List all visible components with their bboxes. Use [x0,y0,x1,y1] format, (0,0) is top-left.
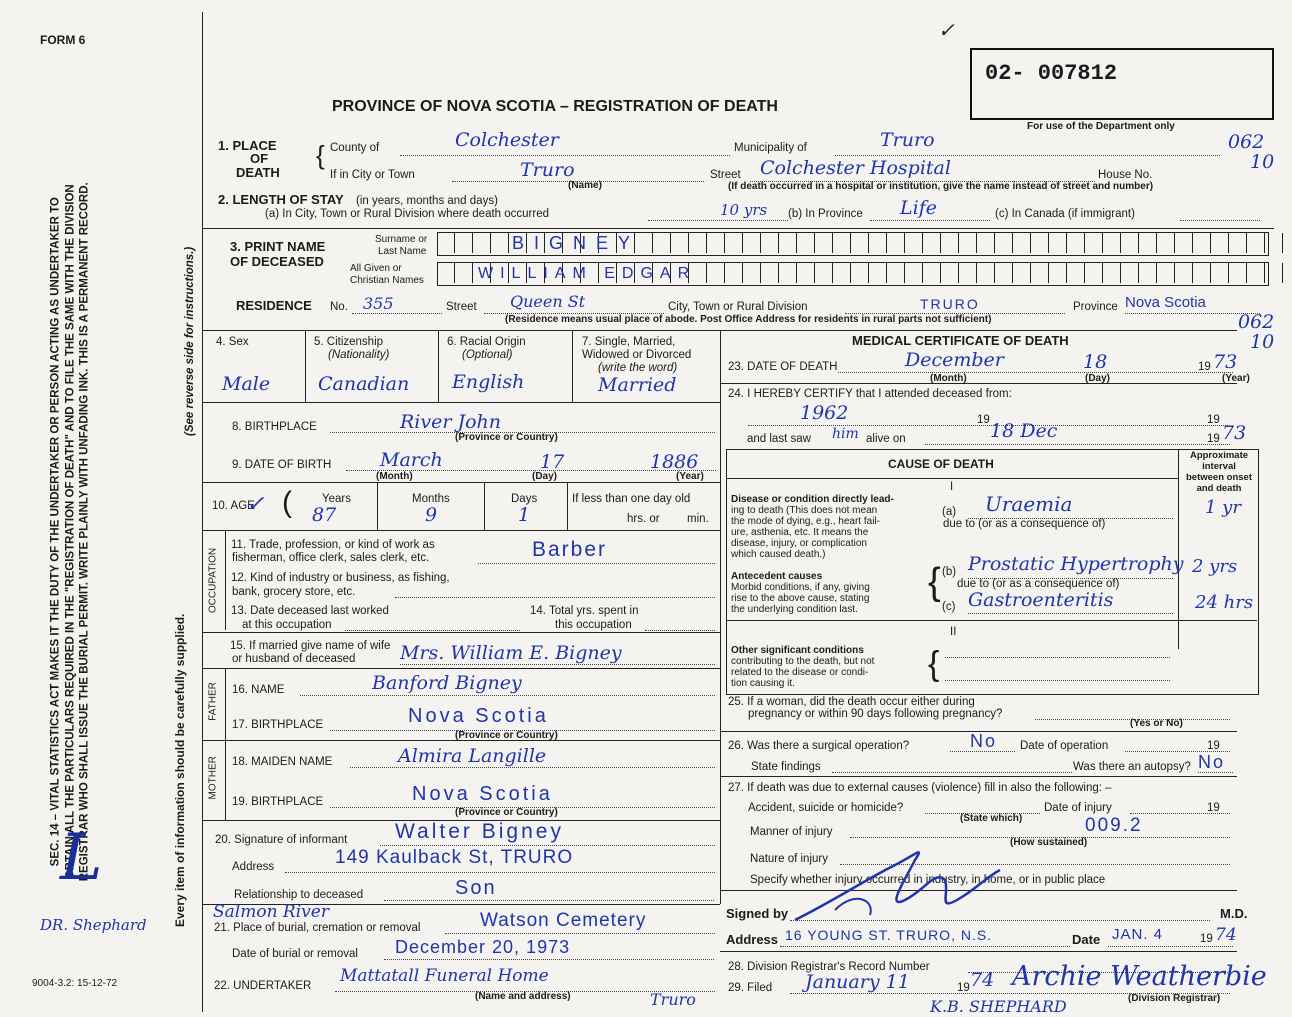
informant-addr: 149 Kaulback St, TRURO [335,847,574,868]
check-mark: ✓ [938,18,955,42]
md-date: JAN. 4 [1112,926,1164,943]
cit-label: 5. Citizenship [314,336,384,348]
name-label-2: OF DECEASED [230,254,324,269]
surname-value: BIGNEY [512,233,641,253]
age-days: 1 [518,504,531,526]
place-code-2: 10 [1250,151,1275,173]
attend-19a: 19 [977,414,990,426]
race-label: 6. Racial Origin [447,336,526,348]
trade-line [478,563,715,564]
residence-city-label: City, Town or Rural Division [668,301,808,313]
less-label: If less than one day old [572,493,691,505]
last-saw-him: him [832,426,859,442]
div-4 [305,330,306,402]
disease-4: ure, asthenia, etc. It means the [731,527,869,538]
q11a: 11. Trade, profession, or kind of work as [231,539,435,551]
given-value: WILLIAM EDGAR [478,265,697,282]
q15b: or husband of deceased [232,653,356,665]
dob-year-caption: (Year) [676,471,704,482]
autopsy-label: Was there an autopsy? [1073,761,1191,773]
div-age-3 [567,482,568,530]
city-label: If in City or Town [330,169,415,181]
manner-code: 009.2 [1085,815,1143,836]
q14a: 14. Total yrs. spent in [530,605,639,617]
house-label: House No. [1098,169,1153,181]
spouse-value: Mrs. William E. Bigney [400,642,622,664]
father-bp-label: 17. BIRTHPLACE [232,719,324,731]
q22-label: 22. UNDERTAKER [214,980,312,992]
disease-1: Disease or condition directly lead- [731,494,894,505]
stay-sub: (in years, months and days) [356,195,498,207]
rule-3 [202,228,1274,229]
rule-11 [202,530,720,531]
q11b: fisherman, office clerk, sales clerk, etc. [232,552,430,564]
stay-a-line [648,220,788,221]
residence-note: (Residence means usual place of abode. Post Office Address for residents in rural parts not sufficient) [505,314,992,325]
other-1: Other significant conditions [731,645,864,656]
dob-month-caption: (Month) [376,471,413,482]
rule-8 [202,402,720,403]
div-registrar: (Division Registrar) [1128,993,1221,1004]
ante-3: rise to the above cause, stating [731,593,870,604]
cit-value: Canadian [318,373,410,395]
death-year-caption: (Year) [1222,373,1250,384]
ante-2: Morbid conditions, if any, giving [731,582,870,593]
stay-b-line [870,220,990,221]
injury-date-label: Date of injury [1044,802,1112,814]
div-age-2 [484,482,485,530]
ante-4: the underlying condition last. [731,604,858,615]
birthplace-caption: (Province or Country) [455,432,558,443]
reverse-side-note: (See reverse side for instructions.) [184,246,196,436]
residence-label: RESIDENCE [236,298,312,313]
dept-use: For use of the Department only [1027,121,1175,132]
other-3: related to the disease or condi- [731,667,869,678]
attend-19b: 19 [1207,414,1220,426]
q25b: pregnancy or within 90 days following pregnancy? [748,708,1003,720]
race-sub: (Optional) [462,349,513,361]
op-19: 19 [1207,740,1220,752]
last-year: 73 [1222,422,1247,444]
dob-year: 1886 [650,451,699,473]
spouse-line [400,664,715,665]
trade-value: Barber [532,538,608,561]
md-address: 16 YOUNG ST. TRURO, N.S. [785,927,993,943]
father-side-label: FATHER [207,682,219,721]
cause-rule-2 [726,620,1257,621]
md-label: M.D. [1220,906,1248,921]
sec14-instructions [48,182,92,882]
autopsy-line [1198,772,1233,773]
q13b: at this occupation [242,619,332,631]
q14b: this occupation [555,619,632,631]
cit-sub: (Nationality) [328,349,390,361]
cause-b-label: (b) [942,566,957,578]
burial-place-over: Salmon River [213,902,329,922]
sex-value: Male [222,373,271,395]
q25a: 25. If a woman, did the death occur either during [728,696,975,708]
death-day: 18 [1083,351,1108,373]
death-month: December [905,349,1004,371]
dob-label: 9. DATE OF BIRTH [232,459,332,471]
rule-28 [720,951,1237,952]
md-year-pre: 19 [1200,933,1213,945]
md-year: 74 [1215,925,1237,945]
due-2: due to (or as a consequence of) [957,578,1120,590]
place-label: 1. PLACE [218,138,277,153]
name-caption: (Name) [568,180,602,191]
death-date-line [838,372,1233,373]
residence-street-label: Street [446,301,477,313]
rel-line [384,900,714,901]
injury-19: 19 [1207,802,1220,814]
div-age-1 [377,482,378,530]
residence-code-2: 10 [1250,331,1275,353]
disease-5: disease, injury, or complication [731,538,867,549]
city-value: Truro [520,159,575,181]
street-value: Colchester Hospital [760,157,951,179]
q27-label: 27. If death was due to external causes (violence) fill in also the following: – [728,782,1112,794]
surgery-line [950,751,1015,752]
surname-label-1: Surname or [375,234,428,245]
burial-line [445,933,715,934]
manner-label: Manner of injury [750,826,833,838]
filed-year-pre: 19 [957,982,970,994]
cause-head-rule [726,478,1178,479]
dob-month: March [380,449,443,471]
birthplace-value: River John [400,411,502,433]
cause-c-value: Gastroenteritis [968,589,1114,611]
dob-day-caption: (Day) [532,471,558,482]
address-label: Address [726,932,779,947]
residence-no: 355 [363,294,394,313]
residence-code-1: 062 [1238,311,1275,333]
months-label: Months [412,493,450,505]
alive-line [925,444,1230,445]
cause-a-value: Uraemia [985,492,1073,516]
sex-label: 4. Sex [216,336,249,348]
informant-addr-label: Address [232,861,275,873]
disease-3: the mode of dying, e.g., heart fail- [731,516,880,527]
stay-a-value: 10 yrs [720,201,768,219]
municipality-label: Municipality of [734,142,807,154]
age-years: 87 [312,504,337,526]
cause-c-label: (c) [942,601,956,613]
dob-day: 17 [540,451,565,473]
div-5 [438,330,439,402]
cause-heading: CAUSE OF DEATH [888,457,994,471]
last-saw-label: and last saw [747,433,811,445]
residence-province: Nova Scotia [1125,294,1206,311]
county-line [400,155,730,156]
status-label-1: 7. Single, Married, [582,336,676,348]
burial-place: Watson Cemetery [480,910,647,931]
burial-date: December 20, 1973 [395,937,571,957]
given-label-1: All Given or [350,263,402,274]
cause-c-line [968,613,1173,614]
md-date-line [1108,946,1233,947]
q13a: 13. Date deceased last worked [231,605,389,617]
main-left-border [202,12,203,1012]
rel-value: Son [455,877,497,899]
stay-b-value: Life [900,197,937,219]
given-label-2: Christian Names [350,275,424,286]
undertaker-caption: (Name and address) [475,991,571,1002]
informant-addr-line [285,872,715,873]
death-day-caption: (Day) [1085,373,1111,384]
place-death: DEATH [236,165,280,180]
filed-year: 74 [970,969,995,991]
physician-signature [775,840,1005,930]
father-bp: Nova Scotia [408,705,549,727]
form-label: FORM 6 [40,33,86,47]
findings-label: State findings [751,761,821,773]
informant-line [380,845,715,846]
cause-c-interval: 24 hrs [1195,592,1254,613]
rule-10 [202,482,720,483]
mother-name: Almira Langille [398,745,547,767]
due-1: due to (or as a consequence of) [943,518,1106,530]
mother-bp: Nova Scotia [412,783,553,805]
other-brace: { [928,645,940,683]
q20-label: 20. Signature of informant [215,834,348,846]
disease-6: which caused death.) [731,549,826,560]
how-sustained: (How sustained) [1010,837,1088,848]
autopsy-value: No [1198,752,1226,772]
father-name-label: 16. NAME [232,684,285,696]
registrar-signature: Archie Weatherbie [1012,961,1267,992]
occupation-side-label: OCCUPATION [207,547,219,614]
sec14-text: SEC. 14 – VITAL STATISTICS ACT MAKES IT THE DUTY OF THE UNDERTAKER OR PERSON ACTING AS UNDERTAKER TO OBTAIN ALL THE PARTICULARS REQUIRED IN THE "REGISTRATION OF DEATH" AND TO FILE THE SAME WITH THE DIVISION REGISTRAR WHO SHALL ISSUE THE BURIAL PERMIT. WRITE PLAINLY WITH UNFADING INK. THIS IS A PERMANENT RECORD. [49,182,91,882]
alive-label: alive on [866,433,906,445]
burial-date-line [384,959,714,960]
place-of: OF [250,151,269,166]
q15a: 15. If married give name of wife [230,640,391,652]
roman-2: II [950,626,957,638]
other-line-2 [945,680,1170,681]
mother-side-label: MOTHER [207,756,219,800]
nature-label: Nature of injury [750,853,828,865]
q23-label: 23. DATE OF DEATH [728,361,838,373]
q21-label: 21. Place of burial, cremation or removal [214,922,421,934]
years-label: Years [322,493,351,505]
date-label: Date [1072,932,1101,947]
brace: { [316,140,325,170]
burial-date-label: Date of burial or removal [232,948,358,960]
mother-side-border [225,740,226,820]
name-label-1: 3. PRINT NAME [230,239,326,254]
status-label-2: Widowed or Divorced [582,349,692,361]
rule-24 [720,383,1237,384]
age-months: 9 [425,504,438,526]
rule-18 [202,740,720,741]
div-6 [572,330,573,402]
lastworked-line [345,630,520,631]
municipality-value: Truro [880,129,935,151]
residence-street: Queen St [510,292,586,311]
stay-b-label: (b) In Province [788,208,863,220]
place-code-1: 062 [1228,131,1265,153]
yes-no: (Yes or No) [1130,718,1183,729]
surname-label-2: Last Name [378,246,427,257]
careful-note: Every item of information should be carefully supplied. [173,613,187,927]
place-note: (If death occurred in a hospital or institution, give the name instead of street and number) [728,181,1154,192]
signed-line [790,920,1210,921]
mother-name-label: 18. MAIDEN NAME [232,756,333,768]
mother-bp-label: 19. BIRTHPLACE [232,796,324,808]
status-sub: (write the word) [598,362,678,374]
status-value: Married [598,374,677,396]
q24-label: 24. I HEREBY CERTIFY that I attended deceased from: [728,388,1012,400]
dr-print: K.B. SHEPHARD [930,997,1067,1016]
last-date: 18 Dec [990,420,1058,442]
death-month-caption: (Month) [930,373,967,384]
totalyrs-line [645,630,715,631]
stay-c-label: (c) In Canada (if immigrant) [995,208,1135,220]
filed-date: January 11 [805,971,910,993]
street-label: Street [710,169,741,181]
rule-15 [202,632,720,633]
rule-16 [202,668,720,669]
occupation-side-border [225,530,226,630]
rel-label: Relationship to deceased [234,889,364,901]
medical-heading: MEDICAL CERTIFICATE OF DEATH [852,333,1069,348]
age-paren: ( [282,486,292,519]
op-date-label: Date of operation [1020,740,1109,752]
stay-a-label: (a) In City, Town or Rural Division where death occurred [265,208,549,220]
md-address-line [780,946,1070,947]
other-4: tion causing it. [731,678,795,689]
undertaker-value: Mattatall Funeral Home [340,966,549,986]
county-label: County of [330,142,380,154]
father-side-border [225,668,226,740]
residence-no-label: No. [330,301,348,313]
q28-label: 28. Division Registrar's Record Number [728,961,930,973]
cause-a-interval: 1 yr [1205,497,1241,518]
min-label: min. [687,513,709,525]
cause-a-label: (a) [942,506,957,518]
cause-b-value: Prostatic Hypertrophy [968,553,1184,575]
specify-label: Specify whether injury occurred in industry, in home, or in public place [750,874,1106,886]
birthplace-label: 8. BIRTHPLACE [232,421,317,433]
q12b: bank, grocery store, etc. [232,586,356,598]
rule-27 [720,776,1237,777]
form-code: 9004-3.2: 15-12-72 [32,978,118,989]
registration-number: 02- 007812 [985,61,1118,86]
undertaker-town: Truro [650,990,696,1009]
initial-mark: L [60,821,103,895]
roman-1: I [950,481,954,493]
stay-c-line [1180,220,1260,221]
hrs-label: hrs. or [627,513,660,525]
last-year-pre: 19 [1207,433,1220,445]
father-name: Banford Bigney [372,672,522,694]
days-label: Days [511,493,538,505]
ante-1: Antecedent causes [731,571,823,582]
cause-interval-divider [1178,449,1179,649]
cause-b-interval: 2 yrs [1192,556,1238,577]
mother-name-line [350,767,715,768]
industry-line [395,597,715,598]
attend-from: 1962 [800,402,849,424]
death-year: 73 [1213,351,1238,373]
age-check: ✓ [246,492,265,517]
other-line-1 [945,657,1170,658]
ante-brace: { [928,561,941,603]
column-divider [720,330,721,904]
residence-province-label: Province [1073,301,1118,313]
death-year-pre: 19 [1198,361,1211,373]
q12a: 12. Kind of industry or business, as fishing, [231,572,450,584]
stay-label: 2. LENGTH OF STAY [218,192,344,207]
age-label: 10. AGE [212,500,255,512]
mother-bp-caption: (Province or Country) [455,807,558,818]
q29-label: 29. Filed [728,982,773,994]
residence-city: TRURO [920,296,980,312]
page-title: PROVINCE OF NOVA SCOTIA – REGISTRATION OF DEATH [332,98,778,115]
findings-line [832,772,1072,773]
county-value: Colchester [455,129,559,151]
disease-2: ing to death (This does not mean [731,505,878,516]
interval-heading: Approximate interval between onset and death [1186,450,1252,494]
doctor-name: DR. Shephard [40,916,147,934]
state-which: (State which) [960,813,1023,824]
municipality-line [835,155,1220,156]
signed-label: Signed by [726,906,789,921]
accident-label: Accident, suicide or homicide? [748,802,904,814]
race-value: English [452,371,525,393]
q26-label: 26. Was there a surgical operation? [728,740,910,752]
surgery-value: No [970,731,998,751]
father-name-line [300,695,715,696]
father-bp-caption: (Province or Country) [455,730,558,741]
informant-name: Walter Bigney [395,820,564,843]
other-2: contributing to the death, but not [731,656,875,667]
